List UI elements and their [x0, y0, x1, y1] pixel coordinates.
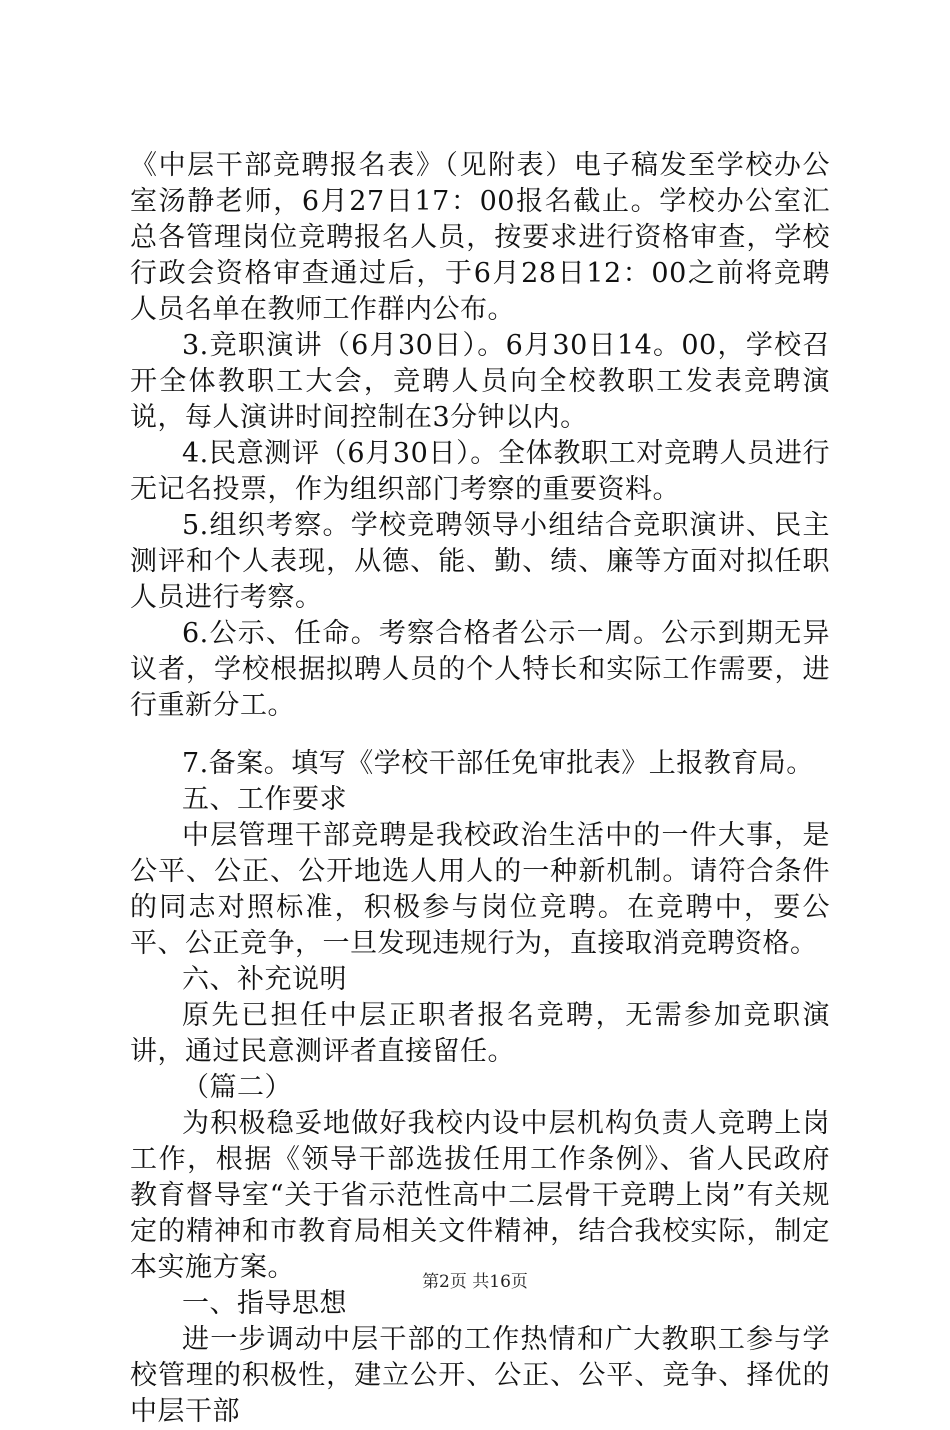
- paragraph: 3.竞职演讲（6月30日）。6月30日14。00，学校召开全体教职工大会，竞聘人员向全校教职工发表竞聘演说，每人演讲时间控制在3分钟以内。: [130, 330, 830, 433]
- document-body: [130, 148, 830, 1430]
- paragraph: 为积极稳妥地做好我校内设中层机构负责人竞聘上岗工作，根据《领导干部选拔任用工作条例》、省人民政府教育督导室“关于省示范性高中二层骨干竞聘上岗”有关规定的精神和市教育局相关文件精神，结合我校实际，制定本实施方案。: [130, 1108, 830, 1283]
- paragraph: 7.备案。填写《学校干部任免审批表》上报教育局。: [182, 748, 814, 779]
- paragraph: 《中层干部竞聘报名表》（见附表）电子稿发至学校办公室汤静老师，6月27日17：00报名截止。学校办公室汇总各管理岗位竞聘报名人员，按要求进行资格审查，学校行政会资格审查通过后，于6月28日12：00之前将竞聘人员名单在教师工作群内公布。: [130, 150, 830, 325]
- page-footer: 第2页 共16页: [422, 1272, 528, 1292]
- paragraph: （篇二）: [182, 1072, 292, 1103]
- paragraph: 4.民意测评（6月30日）。全体教职工对竞聘人员进行无记名投票，作为组织部门考察的重要资料。: [130, 438, 830, 505]
- paragraph: 5.组织考察。学校竞聘领导小组结合竞职演讲、民主测评和个人表现，从德、能、勤、绩、廉等方面对拟任职人员进行考察。: [130, 510, 830, 613]
- paragraph: 原先已担任中层正职者报名竞聘，无需参加竞职演讲，通过民意测评者直接留任。: [130, 1000, 830, 1067]
- paragraph: 五、工作要求: [182, 784, 347, 815]
- paragraph: 一、指导思想: [182, 1288, 347, 1319]
- paragraph: 六、补充说明: [182, 964, 347, 995]
- paragraph: 6.公示、任命。考察合格者公示一周。公示到期无异议者，学校根据拟聘人员的个人特长和实际工作需要，进行重新分工。: [130, 618, 830, 721]
- paragraph: 进一步调动中层干部的工作热情和广大教职工参与学校管理的积极性，建立公开、公正、公平、竞争、择优的中层干部: [130, 1324, 830, 1427]
- paragraph: 中层管理干部竞聘是我校政治生活中的一件大事，是公平、公正、公开地选人用人的一种新机制。请符合条件的同志对照标准，积极参与岗位竞聘。在竞聘中，要公平、公正竞争，一旦发现违规行为，直接取消竞聘资格。: [130, 820, 830, 959]
